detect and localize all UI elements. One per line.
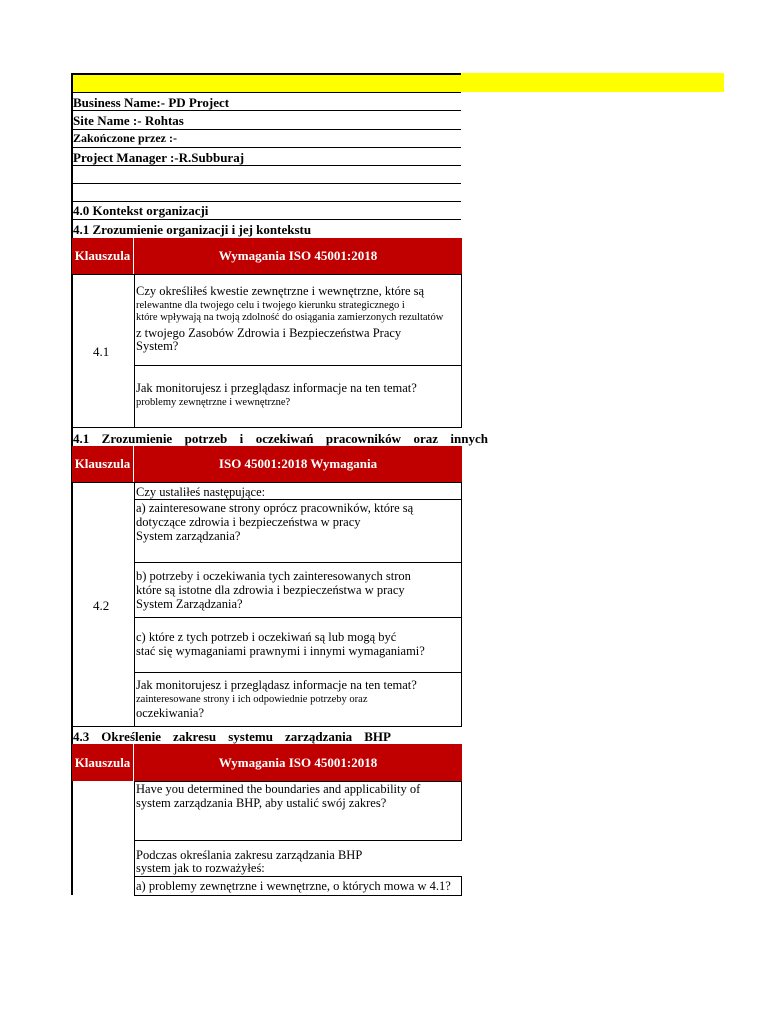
s42-c-line2: stać się wymaganiami prawnymi i innymi wymaganiami? [136,644,425,658]
s42-b-line2: które są istotne dla zdrowia i bezpieczeństwa w pracy [136,583,405,597]
title-word: Określenie [101,729,161,744]
row-divider [72,129,461,130]
s42-c-line1: c) które z tych potrzeb i oczekiwań są lub mogą być [136,630,397,644]
s43-clause-header: Klauszula [72,744,133,781]
s43-req-header: Wymagania ISO 45001:2018 [134,744,462,781]
row-divider [72,201,461,202]
s43-q2-line2: system jak to rozważyłeś: [136,861,265,875]
s41-q2-line1: Jak monitorujesz i przeglądasz informacje na ten temat? [136,381,417,395]
s42-a-line1: a) zainteresowane strony oprócz pracowników, które są [136,501,414,515]
title-word: 4.1 [73,431,90,446]
s42-a-line2: dotyczące zdrowia i bezpieczeństwa w pracy [136,515,361,529]
highlight-band [72,73,724,92]
s42-a-line3: System zarządzania? [136,529,241,543]
section-4-3-title [73,729,391,745]
s43-q1-line1: Have you determined the boundaries and applicability of [136,782,421,796]
s41-q2-line2: problemy zewnętrzne i wewnętrzne? [136,397,291,408]
title-word: zakresu [173,729,217,744]
s43-q2-line1: Podczas określania zakresu zarządzania BHP [136,848,363,862]
title-word: Zrozumienie [101,431,173,446]
s41-q1-line3: które wpływają na twoją zdolność do osiągania zamierzonych rezultatów [136,312,444,323]
row-divider [72,147,461,148]
row-divider [72,219,461,220]
title-word: BHP [364,729,391,744]
title-word: 4.3 [73,729,90,744]
s42-clause-number: 4.2 [93,598,110,613]
s41-clause-number: 4.1 [93,344,110,359]
row-divider [72,92,461,93]
row-divider [72,183,461,184]
s41-req-header: Wymagania ISO 45001:2018 [134,238,462,274]
site-name: Site Name :- Rohtas [73,113,184,128]
s41-clause-header: Klauszula [72,238,133,274]
s42-req-header: ISO 45001:2018 Wymagania [134,446,462,482]
s42-b-line3: System Zarządzania? [136,597,243,611]
section-4-2-title [73,431,488,447]
s41-q1-line5: System? [136,339,179,353]
s42-intro: Czy ustaliłeś następujące: [136,485,266,499]
row-divider [72,165,461,166]
title-word: oczekiwań [255,431,314,446]
project-manager: Project Manager :-R.Subburaj [73,150,245,165]
top-border [72,73,461,75]
s42-b-line1: b) potrzeby i oczekiwania tych zainteresowanych stron [136,569,411,583]
title-word: potrzeb [184,431,228,446]
row-divider [72,110,461,111]
s43-q1-line2: system zarządzania BHP, aby ustalić swój zakres? [136,796,387,810]
section-title-main: 4.0 Kontekst organizacji [73,203,209,218]
title-word: i [239,431,244,446]
title-word: oraz [413,431,438,446]
title-word: pracowników [325,431,402,446]
section-4-1-title: 4.1 Zrozumienie organizacji i jej kontekstu [73,222,312,237]
title-word: zarządzania [285,729,353,744]
s41-q1-line1: Czy określiłeś kwestie zewnętrzne i wewnętrzne, które są [136,284,425,298]
s42-d-line3: oczekiwania? [136,706,205,720]
business-name: Business Name:- PD Project [73,95,230,110]
s42-clause-header: Klauszula [72,446,133,482]
s42-d-line1: Jak monitorujesz i przeglądasz informacje na ten temat? [136,678,417,692]
title-word: systemu [228,729,273,744]
completed-by: Zakończone przez :- [73,131,177,145]
title-word: innych [450,431,488,446]
s43-q3-line1: a) problemy zewnętrzne i wewnętrzne, o których mowa w 4.1? [136,879,451,893]
s41-q1-line4: z twojego Zasobów Zdrowia i Bezpieczeństwa Pracy [136,326,402,340]
s41-q1-line2: relewantne dla twojego celu i twojego kierunku strategicznego i [136,300,405,311]
s42-d-line2: zainteresowane strony i ich odpowiednie potrzeby oraz [136,694,368,705]
